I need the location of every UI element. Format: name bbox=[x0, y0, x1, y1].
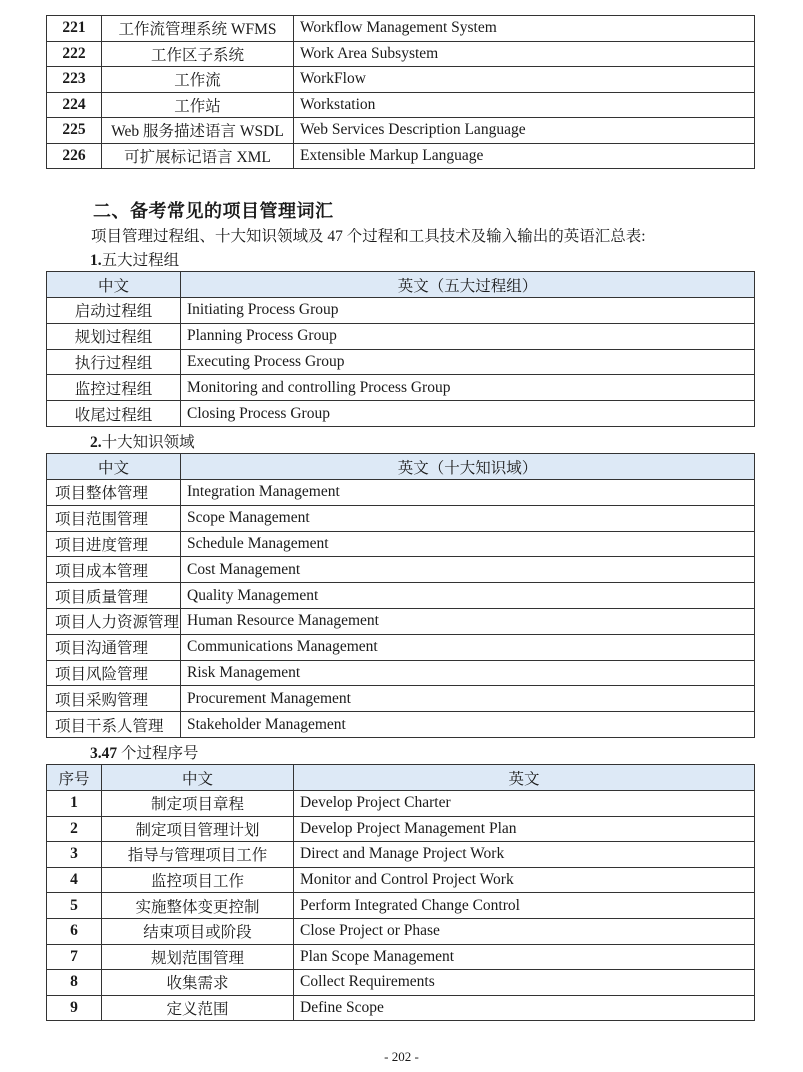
cell-cn: 项目采购管理 bbox=[47, 686, 181, 712]
header-en: 英文（五大过程组） bbox=[181, 272, 755, 298]
cell-cn: 监控项目工作 bbox=[102, 867, 294, 893]
cell-en: Closing Process Group bbox=[181, 401, 755, 427]
cell-num: 5 bbox=[47, 893, 102, 919]
cell-en: Monitor and Control Project Work bbox=[294, 867, 755, 893]
cell-en: Monitoring and controlling Process Group bbox=[181, 375, 755, 401]
table-row bbox=[47, 323, 755, 349]
cell-num: 9 bbox=[47, 995, 102, 1021]
knowledge-areas-table bbox=[46, 453, 755, 738]
subtitle-processes: 3.47 个过程序号 bbox=[90, 745, 199, 762]
cell-en: Direct and Manage Project Work bbox=[294, 842, 755, 868]
cell-cn: 收集需求 bbox=[102, 970, 294, 996]
cell-cn: 规划范围管理 bbox=[102, 944, 294, 970]
cell-num: 3 bbox=[47, 842, 102, 868]
table-row bbox=[47, 557, 755, 583]
top-glossary-table bbox=[46, 15, 755, 169]
cell-en: Quality Management bbox=[181, 583, 755, 609]
table-row bbox=[47, 791, 755, 817]
cell-cn: 执行过程组 bbox=[47, 349, 181, 375]
table-row bbox=[47, 118, 755, 144]
subtitle-knowledge-areas: 2.十大知识领域 bbox=[90, 434, 195, 451]
cell-en: Schedule Management bbox=[181, 531, 755, 557]
cell-cn: 项目进度管理 bbox=[47, 531, 181, 557]
header-cn: 中文 bbox=[47, 454, 181, 480]
table-row bbox=[47, 349, 755, 375]
cell-num: 1 bbox=[47, 791, 102, 817]
cell-cn: 监控过程组 bbox=[47, 375, 181, 401]
cell-cn: 项目质量管理 bbox=[47, 583, 181, 609]
cell-num: 222 bbox=[47, 41, 102, 67]
table-row bbox=[47, 970, 755, 996]
cell-en: Web Services Description Language bbox=[294, 118, 755, 144]
cell-en: Cost Management bbox=[181, 557, 755, 583]
table-row bbox=[47, 944, 755, 970]
table-row bbox=[47, 712, 755, 738]
cell-en: Communications Management bbox=[181, 634, 755, 660]
cell-num: 7 bbox=[47, 944, 102, 970]
cell-num: 8 bbox=[47, 970, 102, 996]
section-heading: 二、备考常见的项目管理词汇 bbox=[93, 201, 334, 222]
table-row bbox=[47, 608, 755, 634]
cell-cn: 实施整体变更控制 bbox=[102, 893, 294, 919]
cell-num: 223 bbox=[47, 67, 102, 93]
cell-en: Planning Process Group bbox=[181, 323, 755, 349]
table-row bbox=[47, 401, 755, 427]
cell-cn: 项目整体管理 bbox=[47, 480, 181, 506]
cell-cn: 项目成本管理 bbox=[47, 557, 181, 583]
cell-num: 225 bbox=[47, 118, 102, 144]
cell-num: 4 bbox=[47, 867, 102, 893]
cell-en: Procurement Management bbox=[181, 686, 755, 712]
cell-cn: 可扩展标记语言 XML bbox=[102, 143, 294, 169]
cell-cn: 定义范围 bbox=[102, 995, 294, 1021]
cell-en: Risk Management bbox=[181, 660, 755, 686]
cell-cn: 工作流管理系统 WFMS bbox=[102, 16, 294, 42]
table-row bbox=[47, 867, 755, 893]
cell-en: Initiating Process Group bbox=[181, 298, 755, 324]
cell-cn: 结束项目或阶段 bbox=[102, 918, 294, 944]
table-row bbox=[47, 893, 755, 919]
cell-en: Develop Project Management Plan bbox=[294, 816, 755, 842]
cell-en: Perform Integrated Change Control bbox=[294, 893, 755, 919]
processes-table bbox=[46, 764, 755, 1021]
cell-en: Close Project or Phase bbox=[294, 918, 755, 944]
table-row bbox=[47, 634, 755, 660]
cell-cn: 项目范围管理 bbox=[47, 505, 181, 531]
cell-cn: 项目沟通管理 bbox=[47, 634, 181, 660]
cell-en: Workflow Management System bbox=[294, 16, 755, 42]
cell-cn: 工作区子系统 bbox=[102, 41, 294, 67]
cell-num: 226 bbox=[47, 143, 102, 169]
cell-cn: 工作站 bbox=[102, 92, 294, 118]
cell-en: WorkFlow bbox=[294, 67, 755, 93]
cell-cn: 收尾过程组 bbox=[47, 401, 181, 427]
table-row bbox=[47, 505, 755, 531]
cell-en: Stakeholder Management bbox=[181, 712, 755, 738]
table-row bbox=[47, 41, 755, 67]
subtitle-process-groups: 1.五大过程组 bbox=[90, 252, 180, 269]
table-row bbox=[47, 375, 755, 401]
cell-cn: 项目风险管理 bbox=[47, 660, 181, 686]
cell-cn: 项目干系人管理 bbox=[47, 712, 181, 738]
cell-num: 6 bbox=[47, 918, 102, 944]
table-row bbox=[47, 531, 755, 557]
cell-en: Human Resource Management bbox=[181, 608, 755, 634]
header-cn: 中文 bbox=[102, 765, 294, 791]
table-row bbox=[47, 92, 755, 118]
section-intro: 项目管理过程组、十大知识领域及 47 个过程和工具技术及输入输出的英语汇总表: bbox=[91, 228, 646, 245]
table-row bbox=[47, 686, 755, 712]
table-row bbox=[47, 16, 755, 42]
table-row bbox=[47, 583, 755, 609]
cell-cn: 指导与管理项目工作 bbox=[102, 842, 294, 868]
table-row bbox=[47, 995, 755, 1021]
table-row bbox=[47, 480, 755, 506]
cell-cn: 启动过程组 bbox=[47, 298, 181, 324]
cell-en: Work Area Subsystem bbox=[294, 41, 755, 67]
cell-cn: 制定项目章程 bbox=[102, 791, 294, 817]
table-row bbox=[47, 67, 755, 93]
table-row bbox=[47, 918, 755, 944]
table-row bbox=[47, 298, 755, 324]
cell-cn: 工作流 bbox=[102, 67, 294, 93]
cell-en: Define Scope bbox=[294, 995, 755, 1021]
header-en: 英文（十大知识域） bbox=[181, 454, 755, 480]
cell-en: Executing Process Group bbox=[181, 349, 755, 375]
cell-en: Plan Scope Management bbox=[294, 944, 755, 970]
cell-cn: 项目人力资源管理 bbox=[47, 608, 181, 634]
cell-en: Collect Requirements bbox=[294, 970, 755, 996]
cell-cn: 规划过程组 bbox=[47, 323, 181, 349]
cell-en: Develop Project Charter bbox=[294, 791, 755, 817]
cell-cn: Web 服务描述语言 WSDL bbox=[102, 118, 294, 144]
cell-num: 2 bbox=[47, 816, 102, 842]
cell-num: 224 bbox=[47, 92, 102, 118]
table-row bbox=[47, 143, 755, 169]
cell-en: Extensible Markup Language bbox=[294, 143, 755, 169]
header-cn: 中文 bbox=[47, 272, 181, 298]
process-groups-table bbox=[46, 271, 755, 427]
table-row bbox=[47, 842, 755, 868]
header-num: 序号 bbox=[47, 765, 102, 791]
table-row bbox=[47, 660, 755, 686]
cell-en: Scope Management bbox=[181, 505, 755, 531]
cell-en: Workstation bbox=[294, 92, 755, 118]
cell-cn: 制定项目管理计划 bbox=[102, 816, 294, 842]
cell-num: 221 bbox=[47, 16, 102, 42]
table-row bbox=[47, 816, 755, 842]
header-en: 英文 bbox=[294, 765, 755, 791]
cell-en: Integration Management bbox=[181, 480, 755, 506]
page-number: - 202 - bbox=[384, 1049, 419, 1064]
